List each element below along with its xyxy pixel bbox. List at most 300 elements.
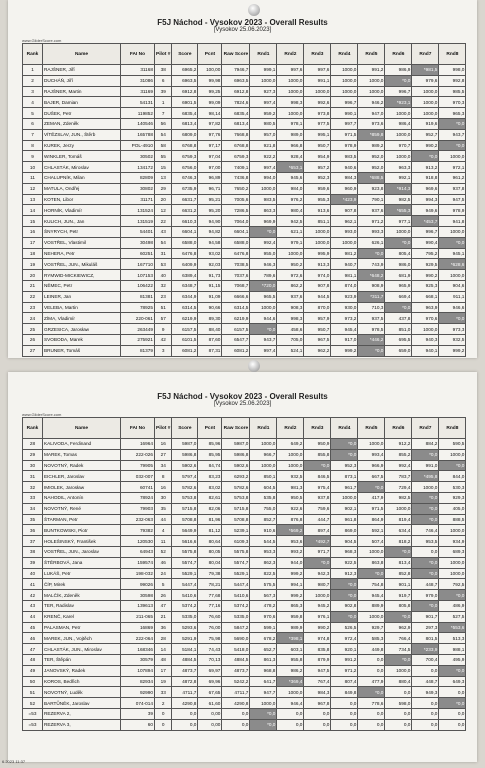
table-cell: 981,2 [331, 248, 358, 259]
table-cell: 641,7 [250, 676, 277, 687]
table-cell: 0,0 [358, 719, 385, 730]
table-cell: 1000,0 [250, 75, 277, 86]
table-cell: 7668,8 [222, 129, 250, 140]
table-cell: 1000,0 [331, 86, 358, 97]
table-cell: 1000,0 [277, 86, 304, 97]
table-cell: 5293,6 [172, 622, 198, 633]
table-cell: 6759,3 [222, 151, 250, 162]
table-cell: 1000,0 [304, 237, 331, 248]
table-cell: 58 [155, 140, 172, 151]
table-cell: 54 [155, 237, 172, 248]
table-cell: 6768,8 [172, 140, 198, 151]
table-cell: VOSTŘEL, Vlastimil [43, 237, 121, 248]
table-cell: 920,1 [331, 644, 358, 655]
table-cell: 822,5 [250, 568, 277, 579]
table-cell: 13 [23, 194, 43, 205]
table-cell: 979,6 [412, 75, 439, 86]
table-cell: 971,5 [331, 129, 358, 140]
table-cell: 1000,0 [385, 129, 412, 140]
table-cell: 957,0 [250, 129, 277, 140]
table-cell: 997,4 [250, 97, 277, 108]
table-cell: 27 [155, 449, 172, 460]
table-cell: 975,4 [304, 482, 331, 493]
table-cell: 48 [23, 654, 43, 665]
table-cell: 889,9 [358, 600, 385, 611]
table-cell: 21 [23, 280, 43, 291]
table-cell: 978,1 [277, 118, 304, 129]
table-cell: 6547,7 [222, 334, 250, 345]
table-cell: 957,2 [304, 162, 331, 173]
table-cell: 13 [155, 172, 172, 183]
table-row [23, 546, 466, 557]
table-cell: 835,8 [304, 644, 331, 655]
table-cell: 908,3 [277, 302, 304, 313]
table-cell: 955,8 [277, 654, 304, 665]
table-cell: *0,0 [439, 698, 466, 709]
table-cell: 929,5 [412, 259, 439, 270]
table-row [23, 492, 466, 503]
column-header: Rnd4 [331, 44, 358, 65]
table-cell: 986,2 [277, 665, 304, 676]
table-cell: 880,4 [385, 676, 412, 687]
table-cell: 897,4 [304, 525, 331, 536]
table-cell: 21 [155, 611, 172, 622]
table-cell: 999,2 [439, 345, 466, 356]
table-cell: 16 [23, 226, 43, 237]
table-cell: 922,2 [250, 151, 277, 162]
table-cell: 967,5 [304, 334, 331, 345]
table-cell: 507,4 [358, 536, 385, 547]
table-cell: 1000,0 [412, 108, 439, 119]
table-cell: 41 [23, 579, 43, 590]
table-cell: 232-063 [121, 514, 155, 525]
table-cell: 526,5 [331, 622, 358, 633]
table-cell: 6813,4 [172, 118, 198, 129]
table-cell: 954,9 [304, 151, 331, 162]
table-cell: 4711,7 [172, 687, 198, 698]
table-cell: 84,74 [198, 460, 222, 471]
column-header: Pcnt [198, 418, 222, 439]
table-cell: 107894 [121, 665, 155, 676]
table-cell: ŠNYRYCH, Petr [43, 226, 121, 237]
table-cell: 959,2 [250, 108, 277, 119]
table-cell: 977,1 [385, 216, 412, 227]
pushpin-icon [248, 4, 260, 16]
table-cell: 0,0 [304, 719, 331, 730]
table-cell: 5574,7 [172, 557, 198, 568]
table-cell: 911,1 [439, 291, 466, 302]
table-cell: 81379 [121, 345, 155, 356]
table-cell: 99,25 [198, 86, 222, 97]
table-row [23, 194, 466, 205]
table-cell: 962,9 [385, 622, 412, 633]
table-cell: 74,43 [198, 644, 222, 655]
table-cell: *453,7 [412, 216, 439, 227]
table-cell: 976,1 [304, 611, 331, 622]
table-cell: 928,4 [277, 151, 304, 162]
pushpin-icon [248, 360, 260, 372]
table-cell: 4290,8 [222, 698, 250, 709]
table-cell: *628,6 [439, 259, 466, 270]
table-cell: 962,2 [304, 345, 331, 356]
table-cell: 961,2 [439, 172, 466, 183]
table-cell: RAJŠNER, Jiří [43, 65, 121, 76]
table-cell: 0,00 [198, 708, 222, 719]
table-cell: *446,2 [358, 334, 385, 345]
table-cell: 19 [155, 676, 172, 687]
table-cell: 1000,0 [439, 557, 466, 568]
table-cell: *311,7 [358, 291, 385, 302]
table-cell: 901,7 [412, 611, 439, 622]
table-cell: 978,9 [331, 140, 358, 151]
table-cell: 1000,0 [304, 226, 331, 237]
table-cell: MAREK, Tomas [43, 449, 121, 460]
table-cell: 910,6 [250, 525, 277, 536]
table-cell: 1000,0 [439, 568, 466, 579]
table-cell: 862,2 [277, 280, 304, 291]
table-cell: 97,17 [198, 140, 222, 151]
table-cell: 949,6 [412, 205, 439, 216]
table-cell: 789,6 [250, 270, 277, 281]
table-cell: 6588,0 [222, 237, 250, 248]
table-cell: VOSTŘEL, JUN., Mikuláš [43, 259, 121, 270]
table-cell: 5529,1 [172, 568, 198, 579]
table-cell: *914,3 [385, 183, 412, 194]
table-row [23, 216, 466, 227]
table-cell: 950,9 [304, 439, 331, 450]
table-cell: 91,15 [198, 280, 222, 291]
table-cell: 1000,0 [304, 86, 331, 97]
table-cell: 76,60 [198, 611, 222, 622]
table-cell: *495,8 [412, 471, 439, 482]
table-cell: 669,4 [385, 291, 412, 302]
site-text: www.GliderScore.com [22, 38, 62, 43]
table-cell: 6735,9 [172, 183, 198, 194]
table-cell: 94,82 [198, 226, 222, 237]
table-row [23, 568, 466, 579]
table-cell: 31171 [121, 194, 155, 205]
table-row [23, 708, 466, 719]
table-cell: 77,68 [198, 590, 222, 601]
table-cell: 0,0 [439, 708, 466, 719]
table-cell: 6746,3 [172, 172, 198, 183]
table-cell: *369,4 [277, 676, 304, 687]
table-cell: 959,6 [304, 183, 331, 194]
table-cell: 44 [23, 611, 43, 622]
table-cell: 767,4 [304, 676, 331, 687]
table-cell: *655,3 [385, 205, 412, 216]
column-header: Rnd1 [250, 418, 277, 439]
table-cell: 0,0 [172, 708, 198, 719]
table-cell: 932,5 [439, 334, 466, 345]
table-cell: 923,9 [331, 291, 358, 302]
table-cell: 950,7 [304, 140, 331, 151]
table-cell: 1000,0 [358, 546, 385, 557]
table-cell: 819,4 [385, 514, 412, 525]
table-cell: 976,2 [277, 194, 304, 205]
table-cell: 513,3 [439, 633, 466, 644]
table-cell: NEHERA, Petr [43, 248, 121, 259]
table-cell: 968,8 [250, 665, 277, 676]
table-cell: 979,0 [412, 590, 439, 601]
table-row [23, 291, 466, 302]
table-cell: *569,2 [277, 525, 304, 536]
table-cell: *0,0 [412, 449, 439, 460]
table-cell: 69,96 [198, 676, 222, 687]
column-header: Rnd5 [358, 418, 385, 439]
table-cell: 6081,2 [222, 345, 250, 356]
table-cell: RYMWID-MICKIEWICZ, [43, 270, 121, 281]
table-cell: 945,4 [358, 590, 385, 601]
table-cell: 850,1 [250, 471, 277, 482]
table-cell: 982,5 [385, 492, 412, 503]
table-cell: 855,2 [385, 449, 412, 460]
page-title-2 [8, 392, 477, 407]
table-cell: ZEMAN, Zdeněk [43, 118, 121, 129]
table-cell: 972,4 [331, 633, 358, 644]
table-cell: 965,3 [439, 108, 466, 119]
table-cell: 89,30 [198, 313, 222, 324]
table-cell: 6965,2 [172, 65, 198, 76]
table-cell: 49 [23, 665, 43, 676]
table-cell: 222-026 [121, 449, 155, 460]
column-header: Rnd7 [412, 418, 439, 439]
table-cell: 1000,0 [331, 492, 358, 503]
table-cell: 168346 [121, 644, 155, 655]
table-row [23, 579, 466, 590]
table-cell: *423,9 [331, 194, 358, 205]
table-cell: 107153 [121, 270, 155, 281]
table-cell: 2 [155, 698, 172, 709]
table-cell: 16 [155, 439, 172, 450]
table-cell: 947,5 [304, 665, 331, 676]
table-row [23, 665, 466, 676]
table-cell: 942,3 [304, 568, 331, 579]
table-cell: 996,7 [331, 97, 358, 108]
table-cell: 567,3 [250, 590, 277, 601]
table-cell: 11 [155, 536, 172, 547]
table-cell: 80,05 [198, 546, 222, 557]
table-cell: 983,5 [250, 194, 277, 205]
table-cell: *923,1 [385, 97, 412, 108]
table-cell: 100,00 [198, 65, 222, 76]
table-row [23, 471, 466, 482]
table-cell: 477,9 [358, 676, 385, 687]
table-cell: 945,1 [439, 248, 466, 259]
table-cell: 990,1 [331, 108, 358, 119]
table-row [23, 75, 466, 86]
table-row [23, 514, 466, 525]
table-cell: 167710 [121, 259, 155, 270]
table-cell: 5753,8 [172, 492, 198, 503]
table-cell: 5708,8 [172, 514, 198, 525]
table-cell: =53 [23, 719, 43, 730]
table-cell: 959,8 [277, 611, 304, 622]
table-cell: *0,0 [331, 590, 358, 601]
table-cell: 957,9 [304, 313, 331, 324]
table-cell: GRZESICA, Jarosław [43, 324, 121, 335]
table-cell: *0,0 [250, 719, 277, 730]
table-cell: 3 [23, 86, 43, 97]
table-cell: 198-032 [121, 568, 155, 579]
table-cell: 36 [155, 622, 172, 633]
table-cell: 5902,6 [222, 460, 250, 471]
table-row [23, 313, 466, 324]
table-cell: 449,8 [358, 644, 385, 655]
table-cell: 486,9 [439, 600, 466, 611]
table-row [23, 590, 466, 601]
header-row [23, 44, 466, 65]
table-cell: 211-065 [121, 611, 155, 622]
table-cell: 813,4 [385, 557, 412, 568]
table-cell: 38 [23, 546, 43, 557]
table-row [23, 151, 466, 162]
table-cell: 165788 [121, 129, 155, 140]
table-cell: 47 [155, 600, 172, 611]
table-cell: 47 [23, 644, 43, 655]
table-cell: 908,9 [358, 280, 385, 291]
table-cell: 0,0 [331, 698, 358, 709]
column-header: FAI No [121, 418, 155, 439]
table-cell: 874,0 [331, 280, 358, 291]
column-header: Rnd6 [385, 44, 412, 65]
table-cell: 0,0 [439, 687, 466, 698]
results-sheet-2 [8, 372, 477, 762]
table-cell: 6963,5 [222, 75, 250, 86]
table-cell: 961,8 [331, 514, 358, 525]
table-row [23, 460, 466, 471]
table-row [23, 557, 466, 568]
table-cell: 6604,1 [172, 226, 198, 237]
table-cell: 458,6 [277, 324, 304, 335]
table-cell: 621,1 [277, 226, 304, 237]
table-cell: 76,00 [198, 622, 222, 633]
table-cell: 5242,2 [222, 676, 250, 687]
table-cell: 30502 [121, 151, 155, 162]
table-cell: 919,6 [412, 118, 439, 129]
table-cell: 17 [155, 665, 172, 676]
table-cell: 5987,0 [222, 439, 250, 450]
table-cell: 5374,2 [222, 600, 250, 611]
table-cell: 783,7 [385, 471, 412, 482]
table-cell: 989,9 [277, 622, 304, 633]
table-cell: 865,3 [277, 600, 304, 611]
table-cell: 16964 [121, 439, 155, 450]
table-cell: DUŠEK, Petr [43, 108, 121, 119]
table-cell: 25 [23, 324, 43, 335]
table-cell: KRENČ, Karel [43, 611, 121, 622]
table-cell: 95,20 [198, 205, 222, 216]
table-cell: 23 [23, 302, 43, 313]
table-cell: 950,2 [277, 259, 304, 270]
table-cell: 981,1 [331, 270, 358, 281]
table-cell: 80,04 [198, 557, 222, 568]
table-cell: 969,9 [250, 216, 277, 227]
table-cell: 6293,2 [222, 471, 250, 482]
table-cell: 998,3 [277, 313, 304, 324]
table-row [23, 345, 466, 356]
header-row [23, 418, 466, 439]
table-cell: 971,5 [358, 503, 385, 514]
table-cell: 626,1 [358, 237, 385, 248]
table-cell: 0,0 [412, 546, 439, 557]
table-cell: 991,2 [331, 654, 358, 665]
table-cell: *0,0 [358, 687, 385, 698]
table-cell: 50 [23, 676, 43, 687]
table-cell: 879,9 [304, 654, 331, 665]
table-cell: 39 [155, 86, 172, 97]
table-cell: SVOBODA, Marek [43, 334, 121, 345]
table-cell: HOLEŠINSKÝ, František [43, 536, 121, 547]
table-cell: 6588,0 [172, 237, 198, 248]
table-cell: 913,6 [304, 205, 331, 216]
table-row [23, 676, 466, 687]
table-cell: 989,2 [358, 140, 385, 151]
table-cell: *0,0 [385, 654, 412, 665]
table-cell: 937,8 [439, 183, 466, 194]
table-cell: 0,0 [412, 708, 439, 719]
table-cell: ČÍP, Mirek [43, 579, 121, 590]
table-cell: 97,04 [198, 151, 222, 162]
table-cell: 598,0 [385, 698, 412, 709]
table-cell: 6219,9 [172, 313, 198, 324]
table-cell: 6157,5 [172, 324, 198, 335]
table-cell: 946,6 [439, 302, 466, 313]
table-cell: *0,0 [331, 579, 358, 590]
table-cell: 33 [23, 492, 43, 503]
table-cell: 0 [155, 719, 172, 730]
table-cell: 952,0 [358, 162, 385, 173]
table-cell: 947,0 [358, 108, 385, 119]
table-cell: 6 [23, 118, 43, 129]
table-cell: 986,9 [385, 65, 412, 76]
table-cell: 965,5 [250, 291, 277, 302]
table-cell: 855,8 [304, 449, 331, 460]
date-text: [Vysokov 25.06.2023] [213, 401, 272, 407]
table-cell: 844,0 [439, 471, 466, 482]
table-cell: 31086 [121, 75, 155, 86]
table-cell: 36 [23, 525, 43, 536]
table-cell: 43 [23, 600, 43, 611]
table-cell: 0,0 [439, 719, 466, 730]
table-cell: 0,0 [222, 719, 250, 730]
table-cell: 30579 [121, 654, 155, 665]
table-cell: *0,0 [439, 665, 466, 676]
table-cell: 980,7 [304, 579, 331, 590]
table-cell: 667,5 [358, 471, 385, 482]
column-header: FAI No [121, 44, 155, 65]
table-cell: 92,03 [198, 259, 222, 270]
table-cell: 106422 [121, 280, 155, 291]
table-cell: 851,1 [304, 216, 331, 227]
table-cell: 7824,6 [222, 97, 250, 108]
table-row [23, 482, 466, 493]
table-cell: 961,7 [331, 482, 358, 493]
table-cell: 7068,7 [222, 280, 250, 291]
table-cell: 32 [155, 280, 172, 291]
table-cell: 952,3 [331, 460, 358, 471]
table-row [23, 503, 466, 514]
table-cell: 5184,1 [172, 644, 198, 655]
table-cell: 1 [23, 65, 43, 76]
table-cell: HORNÍK, Vladimír [43, 205, 121, 216]
table-cell: 5239,1 [222, 525, 250, 536]
table-cell: 5335,0 [172, 611, 198, 622]
table-cell: 649,2 [277, 439, 304, 450]
table-cell: 983,5 [331, 151, 358, 162]
table-cell: 30598 [121, 590, 155, 601]
table-cell: 91,73 [198, 270, 222, 281]
